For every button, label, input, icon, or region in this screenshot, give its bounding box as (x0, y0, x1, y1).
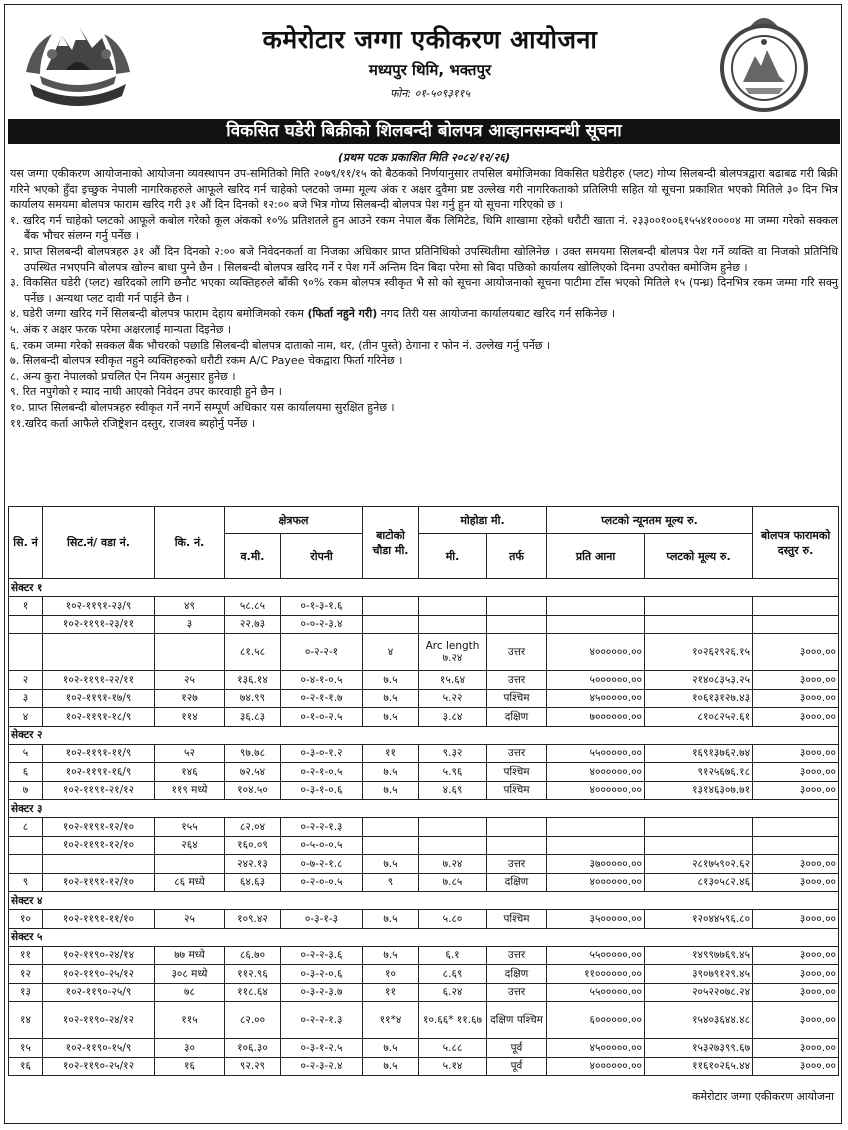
plots-table (8, 506, 839, 1076)
cell-plot (645, 597, 753, 616)
cell-dir: दक्षिण (487, 965, 547, 984)
condition-item: १. खरिद गर्न चाहेको प्लटको आफूले कबोल गरेको कूल अंकको १०% प्रतिशतले हुन आउने रकम नेपाल बैंक लिमिटेड, थिमि शाखामा रहेको धरौटी खाता नं. २३३००१००६१५५४१००००४ मा जम्मा गरेको सक्कल बैंक भौचर संलग्न गर्नु पर्नेछ । (10, 213, 838, 243)
cell-sqm: १०९.४२ (225, 910, 281, 929)
cell-fee: ३०००.०० (753, 855, 839, 874)
cell-plot (645, 615, 753, 634)
cell-sheet: १०२-११९१-११/९ (43, 744, 155, 763)
cell-road: ११*४ (363, 1002, 419, 1039)
cell-sheet: १०२-११९१-२१/१२ (43, 781, 155, 800)
table-row (9, 763, 839, 782)
cell-plot: १३१४६३०७.७१ (645, 781, 753, 800)
table-row (9, 836, 839, 855)
cell-fee (753, 615, 839, 634)
condition-item: ११.खरिद कर्ता आफैले रजिष्ट्रेशन दस्तुर, राजश्व ब्यहोर्नु पर्नेछ । (10, 416, 256, 430)
cell-anna: ४५०००००.०० (547, 689, 645, 708)
published-date: (प्रथम पटक प्रकाशित मिति २०८२/१२/२६) (338, 151, 510, 164)
cell-sn: १४ (9, 1002, 43, 1039)
table-row (9, 744, 839, 763)
table-row (9, 910, 839, 929)
cell-sheet: १०२-११९०-२४/१२ (43, 1002, 155, 1039)
table-row (9, 1039, 839, 1058)
cell-kitta (155, 855, 225, 874)
cell-kitta: १४६ (155, 763, 225, 782)
col-fee: बोलपत्र फारामको दस्तुर रु. (753, 507, 839, 579)
table-row (9, 873, 839, 892)
condition-item: ८. अन्य कुरा नेपालको प्रचलित ऐन नियम अनुसार हुनेछ । (10, 369, 236, 383)
cell-kitta: २५ (155, 910, 225, 929)
office-title: कमेरोटार जग्गा एकीकरण आयोजना (262, 25, 598, 54)
cell-m: ५.९६ (419, 763, 487, 782)
sector-row (9, 726, 839, 744)
condition-item: ३. विकसित घडेरी (प्लट) खरिदको लागि छनौट भएका व्यक्तिहरुले बाँकी ९०% रकम बोलपत्र स्वीकृत भै सो को सूचना आयोजनाको सूचना पाटीमा टाँस भएको मितिले १५ (पन्ध्र) दिनभित्र रकम जम्मा गरि सक्नु पर्नेछ । अन्यथा प्लट दावी गर्न पाईने छैन । (10, 276, 838, 305)
cell-m: ५.८० (419, 910, 487, 929)
cell-road: ७.५ (363, 855, 419, 874)
cell-road: ७.५ (363, 708, 419, 727)
cell-anna: ४००००००.०० (547, 634, 645, 671)
cell-road: ७.५ (363, 689, 419, 708)
cell-m (419, 597, 487, 616)
sector-row (9, 892, 839, 910)
cell-sheet: १०२-११९१-१७/९ (43, 689, 155, 708)
cell-sheet: १०२-११९०-१५/९ (43, 1039, 155, 1058)
cell-ropani: ०-३-२-३.७ (281, 983, 363, 1002)
cell-sqm: ८२.०४ (225, 818, 281, 837)
cell-m: ७.८५ (419, 873, 487, 892)
cell-road (363, 836, 419, 855)
cell-sn (9, 615, 43, 634)
cell-ropani: ०-४-१-०.५ (281, 671, 363, 690)
table-row (9, 965, 839, 984)
cell-road (363, 818, 419, 837)
cell-sn: ४ (9, 708, 43, 727)
conditions-list (10, 213, 838, 431)
cell-anna: ६००००००.०० (547, 1002, 645, 1039)
cell-sn: १६ (9, 1057, 43, 1076)
condition-item: ६. रकम जम्मा गरेको सक्कल बैंक भौचरको पछाडि सिलबन्दी बोलपत्र दाताको नाम, थर, (तीन पुस्ते) ठेगाना र फोन नं. उल्लेख गर्नु पर्नेछ । (10, 338, 551, 352)
cell-sqm: २२.७३ (225, 615, 281, 634)
cell-dir: उत्तर (487, 634, 547, 671)
cell-dir: उत्तर (487, 855, 547, 874)
cell-plot: २०५२२०७८.२४ (645, 983, 753, 1002)
cell-sn: १३ (9, 983, 43, 1002)
cell-plot: २८१७५९०२.६२ (645, 855, 753, 874)
cell-anna (547, 597, 645, 616)
cell-road: १० (363, 965, 419, 984)
cell-ropani: ०-७-२-१.८ (281, 855, 363, 874)
cell-dir: उत्तर (487, 744, 547, 763)
cell-sheet: १०२-११९१-२३/११ (43, 615, 155, 634)
cell-ropani: ०-१-०-२.५ (281, 708, 363, 727)
condition-item: ७. सिलबन्दी बोलपत्र स्वीकृत नहुने व्यक्तिहरुको धरौटी रकम A/C Payee चेकद्वारा फिर्ता गरिनेछ । (10, 354, 403, 368)
table-row (9, 597, 839, 616)
cell-sheet: १०२-११९०-२५/९ (43, 983, 155, 1002)
cell-m (419, 836, 487, 855)
cell-sqm: ६४.६३ (225, 873, 281, 892)
cell-m (419, 615, 487, 634)
sector-label: सेक्टर ३ (9, 800, 839, 818)
cell-sheet: १०२-११९१-१२/१० (43, 873, 155, 892)
notice-title: विकसित घडेरी बिक्रीको शिलबन्दी बोलपत्र आव्हानसम्वन्धी सूचना (8, 119, 840, 144)
condition-item: १०. प्राप्त सिलबन्दी बोलपत्रहरु स्वीकृत गर्ने नगर्ने सम्पूर्ण अधिकार यस कार्यालयमा सुरक्षित हुनेछ । (10, 400, 395, 414)
cell-anna: ५५०००००.०० (547, 983, 645, 1002)
cell-dir: उत्तर (487, 983, 547, 1002)
cell-road (363, 597, 419, 616)
footer-signature: कमेरोटार जग्गा एकीकरण आयोजना (692, 1090, 834, 1103)
cell-m: ५.१४ (419, 1057, 487, 1076)
cell-anna: ११००००००.०० (547, 965, 645, 984)
cell-plot: १०२६२९२६.१५ (645, 634, 753, 671)
cell-kitta: ३०८ मध्ये (155, 965, 225, 984)
col-road: बाटोको चौडा मी. (363, 507, 419, 579)
cell-sqm: ८६.७० (225, 946, 281, 965)
cell-dir: पश्चिम (487, 910, 547, 929)
cell-fee: ३०००.०० (753, 671, 839, 690)
sector-row (9, 800, 839, 818)
cell-dir (487, 615, 547, 634)
cell-anna: ७००००००.०० (547, 708, 645, 727)
col-area-sqm: व.मी. (225, 534, 281, 579)
cell-road: ७.५ (363, 1057, 419, 1076)
cell-ropani: ०-२-२-१ (281, 634, 363, 671)
cell-sn: ५ (9, 744, 43, 763)
cell-ropani: ०-२-१-०.५ (281, 763, 363, 782)
cell-plot (645, 836, 753, 855)
table-row (9, 615, 839, 634)
sector-label: सेक्टर २ (9, 726, 839, 744)
cell-ropani: ०-३-०-१.२ (281, 744, 363, 763)
cell-sn: १२ (9, 965, 43, 984)
cell-fee: ३०००.०० (753, 781, 839, 800)
cell-sqm: ७४.९९ (225, 689, 281, 708)
table-row (9, 634, 839, 671)
cell-plot: १०६१३१२७.४३ (645, 689, 753, 708)
cell-dir (487, 818, 547, 837)
cell-ropani: ०-२-०-०.५ (281, 873, 363, 892)
cell-m: ६.२४ (419, 983, 487, 1002)
cell-sheet (43, 855, 155, 874)
table-row (9, 1002, 839, 1039)
cell-anna: ४००००००.०० (547, 1057, 645, 1076)
cell-dir: दक्षिण (487, 873, 547, 892)
col-area-ropani: रोपनी (281, 534, 363, 579)
cell-sheet: १०२-११९०-२५/१२ (43, 1057, 155, 1076)
table-row (9, 1057, 839, 1076)
cell-kitta: ३० (155, 1039, 225, 1058)
cell-sn (9, 855, 43, 874)
cell-plot (645, 818, 753, 837)
cell-kitta: ७८ (155, 983, 225, 1002)
cell-sheet: १०२-११९१-१२/१० (43, 818, 155, 837)
cell-fee: ३०००.०० (753, 873, 839, 892)
cell-m: ७.२४ (419, 855, 487, 874)
cell-plot: १२०४४५९६.८० (645, 910, 753, 929)
table-row (9, 818, 839, 837)
col-price-anna: प्रति आना (547, 534, 645, 579)
cell-fee: ३०००.०० (753, 708, 839, 727)
cell-sn: ६ (9, 763, 43, 782)
cell-plot: १४९९७७६९.४५ (645, 946, 753, 965)
cell-dir: पश्चिम (487, 689, 547, 708)
table-row (9, 983, 839, 1002)
cell-sn: ८ (9, 818, 43, 837)
cell-sqm: ८१.५८ (225, 634, 281, 671)
cell-fee (753, 597, 839, 616)
cell-anna: ५००००००.०० (547, 671, 645, 690)
cell-fee: ३०००.०० (753, 946, 839, 965)
cell-sn: १५ (9, 1039, 43, 1058)
col-frontage-dir: तर्फ (487, 534, 547, 579)
cell-plot: १६९१३७६२.७४ (645, 744, 753, 763)
col-price-plot: प्लटको मूल्य रु. (645, 534, 753, 579)
cell-dir (487, 836, 547, 855)
sector-label: सेक्टर ५ (9, 928, 839, 946)
col-sheet: सिट.नं/ वडा नं. (43, 507, 155, 579)
cell-ropani: ०-२-२-१.३ (281, 818, 363, 837)
cell-ropani: ०-१-३-१.६ (281, 597, 363, 616)
table-row (9, 946, 839, 965)
cell-plot: १५३२७३९९.६७ (645, 1039, 753, 1058)
cell-plot: ८१०८२५२.६१ (645, 708, 753, 727)
cell-road (363, 615, 419, 634)
cell-dir: उत्तर (487, 671, 547, 690)
cell-m: ४.६९ (419, 781, 487, 800)
cell-dir (487, 597, 547, 616)
cell-ropani: ०-५-०-०.५ (281, 836, 363, 855)
cell-kitta: २५ (155, 671, 225, 690)
cell-fee: ३०००.०० (753, 910, 839, 929)
cell-anna: ४००००००.०० (547, 781, 645, 800)
table-row (9, 781, 839, 800)
cell-sheet: १०२-११९१-२२/११ (43, 671, 155, 690)
cell-sn: ३ (9, 689, 43, 708)
office-address: मध्यपुर थिमि, भक्तपुर (368, 61, 492, 79)
cell-sn: १० (9, 910, 43, 929)
cell-ropani: ०-३-१-०.६ (281, 781, 363, 800)
cell-sqm: ५८.८५ (225, 597, 281, 616)
cell-road: ११ (363, 983, 419, 1002)
sector-row (9, 579, 839, 597)
cell-sn: ७ (9, 781, 43, 800)
cell-sheet: १०२-११९१-१८/९ (43, 708, 155, 727)
cell-anna (547, 836, 645, 855)
cell-m: ३.८४ (419, 708, 487, 727)
intro-paragraph: यस जग्गा एकीकरण आयोजनाको आयोजना व्यवस्थापन उप-समितिको मिति २०७९/११/१५ को बैठकको निर्णयानुसार तपसिल बमोजिमका विकसित घडेरीहरु (प्लट) गोप्य सिलबन्दी बोलपत्रद्वारा बढाबढ गरी बिक्री गरिने भएको हुँदा इच्छुक नेपाली नागरिकहरुले आफूले खरिद गर्न चाहेको प्लटको जम्मा मूल्य अंक र अक्षर दुवैमा प्रष्ट उल्लेख गरी नागरिकताको प्रतिलिपी सहित यो सूचना प्रकाशित भएको मितिले ३० दिन भित्र कार्यालय समयमा बोलपत्र फाराम खरिद गरी ३१ औं दिन दिनको १२:०० बजे भित्र गोप्य सिलबन्दी बोलपत्र पेश गर्नु हुन यो सूचना गरिएको छ । (10, 167, 838, 212)
cell-anna: ३७०००००.०० (547, 855, 645, 874)
cell-sqm: ३६.८३ (225, 708, 281, 727)
cell-sheet (43, 634, 155, 671)
cell-sheet: १०२-११९०-२४/१४ (43, 946, 155, 965)
cell-fee (753, 818, 839, 837)
cell-fee (753, 836, 839, 855)
cell-kitta: ४९ (155, 597, 225, 616)
cell-dir: पूर्व (487, 1057, 547, 1076)
cell-sn: ९ (9, 873, 43, 892)
plots-table-body (9, 579, 839, 1076)
office-phone: फोन: ०१-५०९३११५ (389, 87, 471, 100)
cell-anna: ३५०००००.०० (547, 910, 645, 929)
cell-fee: ३०००.०० (753, 1002, 839, 1039)
sector-label: सेक्टर ४ (9, 892, 839, 910)
cell-plot: ८१३०५८२.४६ (645, 873, 753, 892)
cell-kitta: ७७ मध्ये (155, 946, 225, 965)
cell-road: ७.५ (363, 1039, 419, 1058)
cell-road: ७.५ (363, 946, 419, 965)
cell-ropani: ०-२-२-३.६ (281, 946, 363, 965)
cell-sqm: ११२.९६ (225, 965, 281, 984)
cell-sheet: १०२-११९१-११/१० (43, 910, 155, 929)
cell-sheet: १०२-११९१-१२/१० (43, 836, 155, 855)
cell-kitta: ११४ (155, 708, 225, 727)
cell-sheet: १०२-११९०-२५/१२ (43, 965, 155, 984)
cell-sn: १ (9, 597, 43, 616)
cell-dir: पश्चिम (487, 763, 547, 782)
cell-kitta: १५५ (155, 818, 225, 837)
cell-kitta: ३ (155, 615, 225, 634)
cell-fee: ३०००.०० (753, 744, 839, 763)
cell-road: ११ (363, 744, 419, 763)
cell-road: ७.५ (363, 671, 419, 690)
cell-ropani: ०-३-२-०.६ (281, 965, 363, 984)
cell-sqm: १६०.०९ (225, 836, 281, 855)
cell-anna: ५५०००००.०० (547, 946, 645, 965)
cell-road: ९ (363, 873, 419, 892)
cell-sqm: १०६.३० (225, 1039, 281, 1058)
cell-fee: ३०००.०० (753, 965, 839, 984)
cell-road: ७.५ (363, 781, 419, 800)
cell-m: ६.१ (419, 946, 487, 965)
cell-fee: ३०००.०० (753, 763, 839, 782)
col-price: प्लटको न्यूनतम मूल्य रु. (547, 507, 753, 534)
cell-ropani: ०-०-२-३.४ (281, 615, 363, 634)
cell-road: ७.५ (363, 910, 419, 929)
cell-anna (547, 615, 645, 634)
cell-kitta: ११९ मध्ये (155, 781, 225, 800)
condition-item: २. प्राप्त सिलबन्दी बोलपत्रहरु ३१ औं दिन दिनको २:०० बजे निवेदनकर्ता वा निजका अधिकार प्राप्त प्रतिनिधिको उपस्थितीमा खोलिनेछ । उक्त समयमा सिलबन्दी बोलपत्र पेश गर्ने व्यक्ति वा निजको प्रतिनिधि उपस्थित नभएपनि बोलपत्र खोल्न बाधा पुग्ने छैन । सिलबन्दी बोलपत्र खरिद गर्ने र पेश गर्ने अन्तिम दिन बिदा परेमा सो बिदा पछिको कार्यालय खोलिएको दिनमा उपरोक्त बमोजिम हुनेछ । (10, 244, 838, 274)
cell-plot: ११६१०२६५.४४ (645, 1057, 753, 1076)
cell-kitta (155, 634, 225, 671)
condition-item: ४. घडेरी जग्गा खरिद गर्ने सिलबन्दी बोलपत्र फाराम देहाय बमोजिमको रकम (फिर्ता नहुने गरी) नगद तिरी यस आयोजना कार्यालयबाट खरिद गर्न सकिनेछ । (10, 307, 615, 321)
col-frontage: मोहोडा मी. (419, 507, 547, 534)
cell-anna: ४००००००.०० (547, 873, 645, 892)
cell-m: ५.२२ (419, 689, 487, 708)
table-row (9, 689, 839, 708)
cell-dir: पूर्व (487, 1039, 547, 1058)
condition-item: ९. रित नपुगेको र म्याद नाघी आएको निवेदन उपर कारवाही हुने छैन । (10, 385, 282, 399)
col-kitta: कि. नं. (155, 507, 225, 579)
cell-kitta: १२७ (155, 689, 225, 708)
municipality-seal-icon (703, 10, 825, 114)
condition-item: ५. अंक र अक्षर फरक परेमा अक्षरलाई मान्यता दिइनेछ । (10, 322, 232, 336)
cell-m: ८.६९ (419, 965, 487, 984)
cell-fee: ३०००.०० (753, 634, 839, 671)
cell-sqm: ९७.७८ (225, 744, 281, 763)
cell-m: १०.६६* ११.६७ (419, 1002, 487, 1039)
cell-sqm: २४२.१३ (225, 855, 281, 874)
col-area: क्षेत्रफल (225, 507, 363, 534)
cell-anna: ४००००००.०० (547, 763, 645, 782)
cell-plot: ३९०७९१२९.४५ (645, 965, 753, 984)
table-row (9, 671, 839, 690)
cell-kitta: ८६ मध्ये (155, 873, 225, 892)
cell-sqm: १०४.५० (225, 781, 281, 800)
cell-m: Arc length ७.२४ (419, 634, 487, 671)
cell-road: ७.५ (363, 763, 419, 782)
cell-ropani: ०-२-३-२.४ (281, 1057, 363, 1076)
cell-sheet: १०२-११९१-२३/९ (43, 597, 155, 616)
table-row (9, 708, 839, 727)
cell-kitta: ५२ (155, 744, 225, 763)
cell-kitta: २६४ (155, 836, 225, 855)
cell-dir: दक्षिण (487, 708, 547, 727)
cell-m: १५.६४ (419, 671, 487, 690)
cell-dir: दक्षिण पश्चिम (487, 1002, 547, 1039)
notice-body (10, 166, 838, 431)
cell-sn (9, 836, 43, 855)
cell-ropani: ०-२-२-१.३ (281, 1002, 363, 1039)
cell-ropani: ०-३-१-३ (281, 910, 363, 929)
cell-fee: ३०००.०० (753, 689, 839, 708)
cell-anna: ४५०००००.०० (547, 1039, 645, 1058)
cell-fee: ३०००.०० (753, 1039, 839, 1058)
cell-road: ४ (363, 634, 419, 671)
cell-sqm: ७२.५४ (225, 763, 281, 782)
cell-sn (9, 634, 43, 671)
cell-sheet: १०२-११९१-१६/९ (43, 763, 155, 782)
sector-label: सेक्टर १ (9, 579, 839, 597)
cell-fee: ३०००.०० (753, 1057, 839, 1076)
cell-anna (547, 818, 645, 837)
cell-sn: ११ (9, 946, 43, 965)
cell-fee: ३०००.०० (753, 983, 839, 1002)
table-row (9, 855, 839, 874)
nepal-emblem-icon (22, 14, 134, 112)
col-frontage-m: मी. (419, 534, 487, 579)
cell-ropani: ०-३-१-२.५ (281, 1039, 363, 1058)
cell-sn: २ (9, 671, 43, 690)
cell-m: ५.८८ (419, 1039, 487, 1058)
col-sn: सि. नं (9, 507, 43, 579)
cell-kitta: १६ (155, 1057, 225, 1076)
cell-m: ९.३२ (419, 744, 487, 763)
cell-dir: उत्तर (487, 946, 547, 965)
cell-sqm: १३६.१४ (225, 671, 281, 690)
sector-row (9, 928, 839, 946)
cell-plot: ९१२५६७६.१८ (645, 763, 753, 782)
cell-ropani: ०-२-१-१.७ (281, 689, 363, 708)
cell-sqm: ११८.६४ (225, 983, 281, 1002)
cell-sqm: ८२.०० (225, 1002, 281, 1039)
cell-plot: १५४०३६४४.४८ (645, 1002, 753, 1039)
cell-kitta: ११५ (155, 1002, 225, 1039)
cell-dir: पश्चिम (487, 781, 547, 800)
cell-m (419, 818, 487, 837)
cell-anna: ५५०००००.०० (547, 744, 645, 763)
cell-plot: २१४०८३५३.२५ (645, 671, 753, 690)
cell-sqm: ९२.२९ (225, 1057, 281, 1076)
